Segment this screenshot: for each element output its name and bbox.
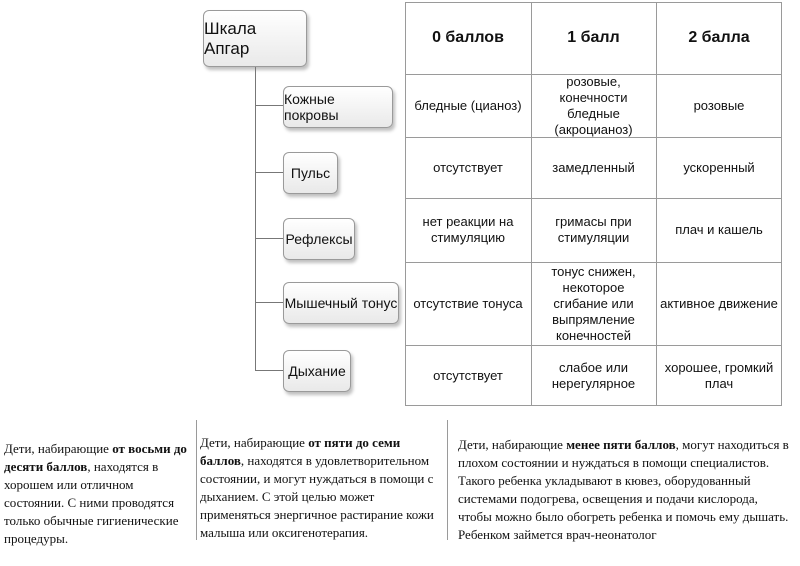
table-cell: отсутствует <box>433 159 503 175</box>
note-emphasis: от восьми до десяти баллов <box>4 441 187 474</box>
table-cell: розовые, конечности бледные (акроцианоз) <box>554 73 633 137</box>
note-emphasis: менее пяти баллов <box>566 437 676 452</box>
tree-node-label: Мышечный тонус <box>284 295 398 311</box>
table-cell: тонус снижен, некоторое сгибание или выпрямление конечностей <box>551 263 636 343</box>
tree-branch-line-4 <box>255 302 283 303</box>
note-text: Дети, набирающие <box>458 437 567 452</box>
table-cell: плач и кашель <box>675 222 763 237</box>
note-low-score <box>458 436 790 544</box>
note-mid-score <box>200 434 444 542</box>
tree-branch-line-1 <box>255 105 283 106</box>
table-cell: отсутствует <box>433 367 503 383</box>
note-text: Дети, набирающие <box>200 435 309 450</box>
table-cell: ускоренный <box>683 159 755 175</box>
note-separator <box>196 420 197 540</box>
tree-node-muscle-tone <box>283 282 399 324</box>
note-separator <box>447 420 448 540</box>
table-cell: гримасы при стимуляции <box>555 214 632 245</box>
table-cell: активное движение <box>660 295 778 311</box>
note-text: Дети, набирающие <box>4 441 113 456</box>
tree-trunk-line <box>255 67 256 371</box>
tree-root-label: Шкала Апгар <box>204 18 257 58</box>
table-cell: бледные (цианоз) <box>414 97 522 113</box>
tree-branch-line-5 <box>255 370 283 371</box>
tree-node-pulse <box>283 152 338 194</box>
note-emphasis: от пяти до семи баллов <box>200 435 401 468</box>
tree-node-label: Рефлексы <box>285 231 353 247</box>
note-text: , находятся в хорошем или отличном состоянии. С ними проводятся только обычные гигиенические процедуры. <box>4 459 179 546</box>
table-cell: нет реакции на стимуляцию <box>422 214 514 245</box>
tree-node-breathing <box>283 350 351 392</box>
tree-node-label: Кожные покровы <box>284 91 339 123</box>
table-cell: розовые <box>693 97 745 113</box>
table-cell: слабое или нерегулярное <box>551 359 636 391</box>
tree-node-reflexes <box>283 218 355 260</box>
table-cell: замедленный <box>552 159 635 175</box>
tree-node-skin <box>283 86 393 128</box>
note-high-score <box>4 440 190 548</box>
table-header-1: 1 балл <box>567 29 620 46</box>
tree-branch-line-2 <box>255 172 283 173</box>
table-cell: отсутствие тонуса <box>413 295 523 311</box>
tree-node-label: Пульс <box>290 165 331 181</box>
table-header-0: 0 баллов <box>432 29 504 46</box>
table-header-2: 2 балла <box>688 29 750 46</box>
tree-branch-line-3 <box>255 238 283 239</box>
tree-root-box <box>203 10 307 67</box>
note-text: , находятся в удовлетворительном состоянии, и могут нуждаться в помощи с дыханием. С этой целью может применяться энергичное растирание кожи малыша или оксигенотерапия. <box>200 453 434 540</box>
note-text: , могут находиться в плохом состоянии и нуждаться в помощи специалистов. Такого ребенка укладывают в кювез, оборудованный системами подогрева, освещения и подачи кислорода, чтобы можно было обогреть ребенка и помочь ему дышать. Ребенком займется врач-неонатолог <box>458 437 789 542</box>
table-cell: хорошее, громкий плач <box>664 359 774 391</box>
tree-node-label: Дыхание <box>288 363 346 379</box>
